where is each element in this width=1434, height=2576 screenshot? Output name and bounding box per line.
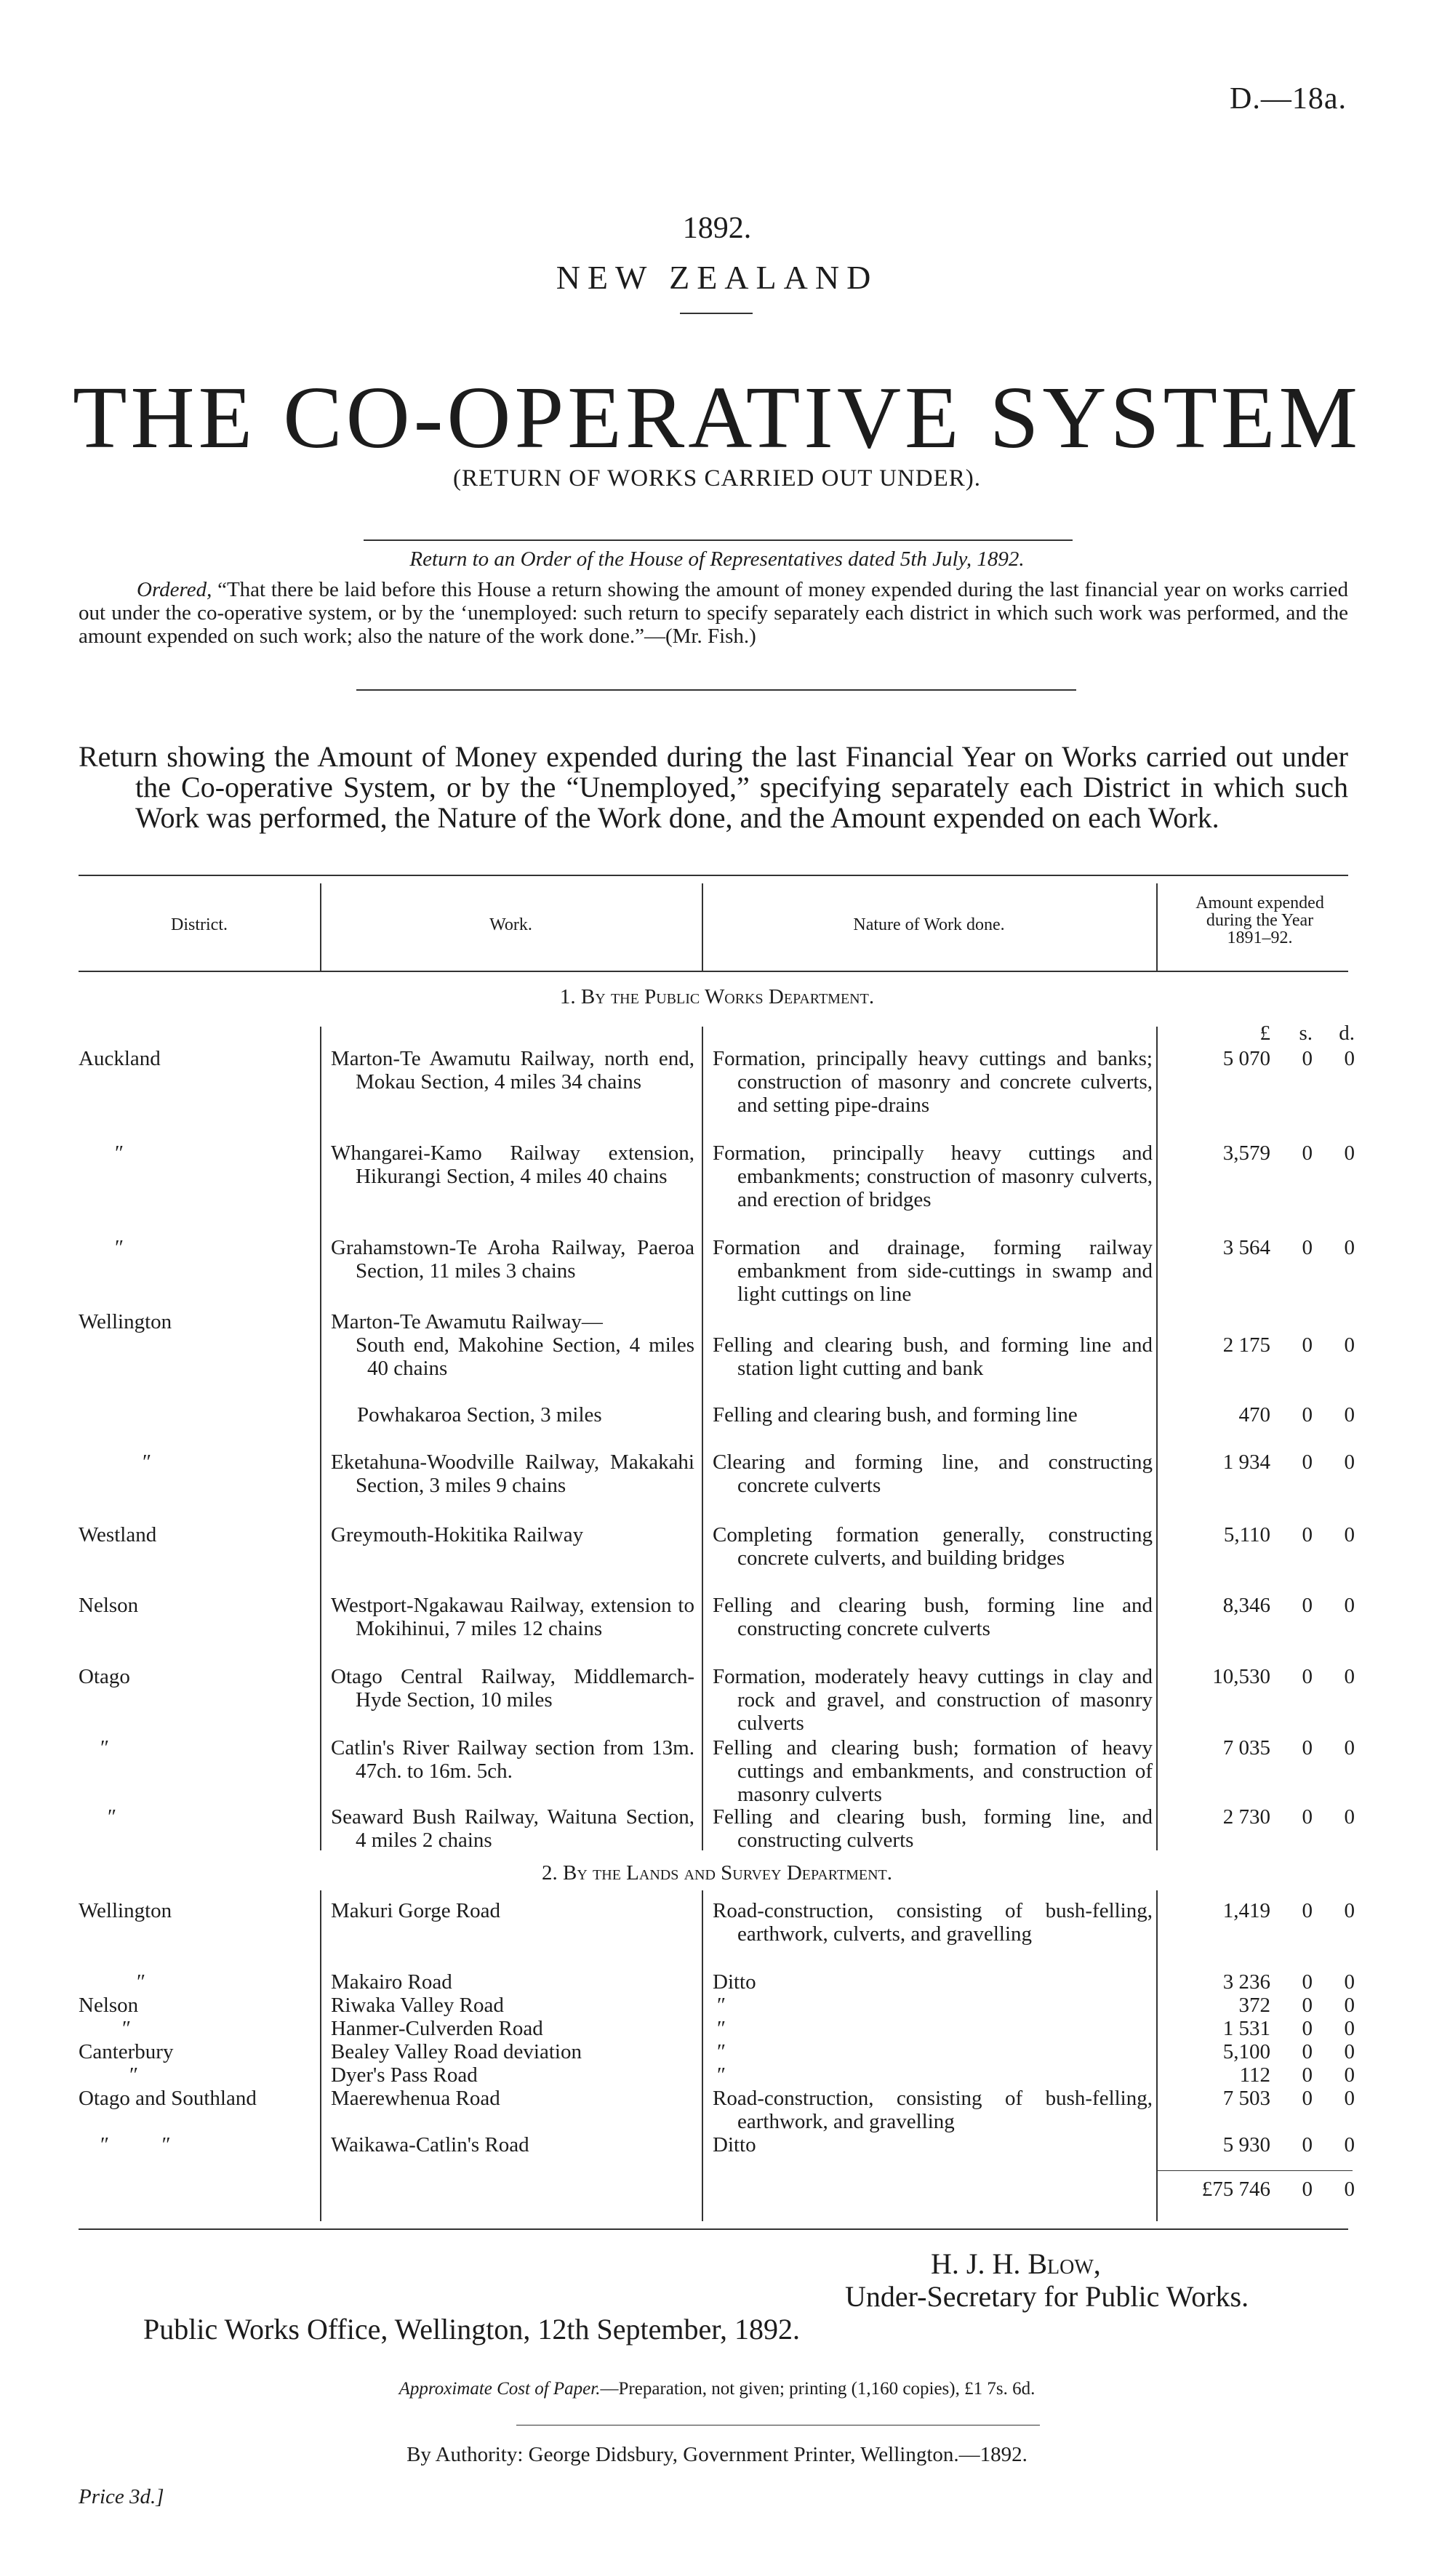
work-cell: Westport-Ngakawau Railway, extension to Mokihinui, 7 miles 12 chains [331, 1594, 694, 1640]
nature-cell: Felling and clearing bush, forming line, and constructing culverts [713, 1805, 1153, 1852]
unit-shillings: s. [1299, 1022, 1313, 1045]
amount-pounds: 1 531 [1222, 2017, 1270, 2040]
district-cell: ″ [108, 1805, 117, 1829]
return-description: Return showing the Amount of Money expended during the last Financial Year on Works carried out under the Co-operative System, or by the “Unemployed,” specifying separately each District in which such Work was performed, the Nature of the Work done, and the Amount expended on each Work. [79, 740, 1348, 834]
amount-pounds: 1,419 [1222, 1899, 1270, 1922]
nature-cell: ″ [717, 2063, 726, 2087]
amount-shillings: 0 [1302, 2133, 1313, 2156]
amount-shillings: 0 [1302, 1736, 1313, 1760]
nature-cell: ″ [717, 2040, 726, 2063]
work-cell: Marton-Te Awamutu Railway, north end, Mokau Section, 4 miles 34 chains [331, 1047, 694, 1094]
unit-pounds: £ [1259, 1022, 1270, 1045]
amount-shillings: 0 [1302, 1899, 1313, 1922]
amount-shillings: 0 [1302, 1403, 1313, 1427]
amount-pounds: 7 503 [1222, 2087, 1270, 2110]
unit-pence: d. [1339, 1022, 1355, 1045]
district-cell: ″ [122, 2017, 132, 2040]
district-cell: Auckland [79, 1047, 161, 1070]
paper-cost-label: Approximate Cost of Paper. [398, 2379, 601, 2399]
amount-shillings: 0 [1302, 2087, 1313, 2110]
nature-cell: Ditto [713, 2133, 756, 2156]
order-bottom-rule [356, 689, 1076, 691]
nature-cell: Completing formation generally, constructing concrete culverts, and building bridges [713, 1523, 1153, 1570]
work-cell: Seaward Bush Railway, Waituna Section, 4 miles 2 chains [331, 1805, 694, 1852]
nature-cell: Felling and clearing bush, forming line and constructing concrete culverts [713, 1594, 1153, 1640]
amount-pounds: 8,346 [1222, 1594, 1270, 1617]
nature-cell: Felling and clearing bush; formation of heavy cuttings and embankments, and construction of masonry culverts [713, 1736, 1153, 1806]
amount-shillings: 0 [1302, 2063, 1313, 2087]
amount-shillings: 0 [1302, 1450, 1313, 1474]
nature-cell: Road-construction, consisting of bush-felling, earthwork, culverts, and gravelling [713, 1899, 1153, 1946]
amount-pence: 0 [1344, 1594, 1355, 1617]
page-subtitle: (RETURN OF WORKS CARRIED OUT UNDER). [453, 465, 981, 491]
district-cell: ″ [143, 1450, 152, 1474]
column-header-work: Work. [489, 915, 532, 934]
work-cell: Bealey Valley Road deviation [331, 2040, 582, 2063]
col-divider-3b [1156, 1890, 1158, 2221]
amount-shillings: 0 [1302, 1594, 1313, 1617]
nature-cell: ″ [717, 2017, 726, 2040]
amount-shillings: 0 [1302, 1047, 1313, 1070]
work-cell: South end, Makohine Section, 4 miles 40 chains [356, 1333, 694, 1380]
amount-pence: 0 [1344, 2063, 1355, 2087]
district-cell: ″ [137, 1970, 146, 1994]
work-cell: Riwaka Valley Road [331, 1994, 504, 2017]
page-title: THE CO-OPERATIVE SYSTEM [73, 369, 1361, 467]
document-year: 1892. [682, 212, 752, 245]
paper-cost-note [0, 2379, 1434, 2399]
district-cell: ″ [115, 1141, 124, 1165]
paper-cost-text: —Preparation, not given; printing (1,160 copies), £1 7s. 6d. [600, 2379, 1036, 2399]
district-cell: Nelson [79, 1994, 139, 2017]
col-divider-2a [702, 1027, 703, 1850]
amount-pounds: 5 930 [1222, 2133, 1270, 2156]
table-header-rule [79, 971, 1348, 972]
amount-shillings: 0 [1302, 1523, 1313, 1546]
heading-divider [680, 313, 753, 314]
table-top-rule [79, 875, 1348, 876]
order-body: “That there be laid before this House a return showing the amount of money expended during the last financial year on works carried out under the co-operative system, or by the ‘unemployed: such return to specify separately each district in which such work was performed, and the amount expended on such work; also the nature of the work done.”—(Mr. Fish.) [79, 578, 1348, 648]
nature-cell: Formation, moderately heavy cuttings in clay and rock and gravel, and construction of masonry culverts [713, 1665, 1153, 1735]
amount-pounds: 3,579 [1222, 1141, 1270, 1165]
nature-cell: ″ [717, 1994, 726, 2017]
amount-pence: 0 [1344, 1970, 1355, 1994]
printer-authority: By Authority: George Didsbury, Government Printer, Wellington.—1892. [406, 2443, 1028, 2466]
amount-pounds: 3 564 [1222, 1236, 1270, 1259]
amount-pence: 0 [1344, 1899, 1355, 1922]
amount-pence: 0 [1344, 1236, 1355, 1259]
column-header-amount-1: Amount expended [1195, 894, 1324, 912]
order-top-rule [364, 539, 1073, 541]
ordered-label: Ordered, [137, 578, 212, 601]
amount-pence: 0 [1344, 1403, 1355, 1427]
nature-cell: Formation, principally heavy cuttings and banks; construction of masonry and concrete culverts, and setting pipe-drains [713, 1047, 1153, 1117]
nature-cell: Felling and clearing bush, and forming line [713, 1403, 1078, 1427]
nature-cell: Formation, principally heavy cuttings and embankments; construction of masonry culverts, and erection of bridges [713, 1141, 1153, 1211]
work-cell: Makuri Gorge Road [331, 1899, 501, 1922]
amount-pounds: 10,530 [1212, 1665, 1270, 1688]
work-cell: Otago Central Railway, Middlemarch-Hyde Section, 10 miles [331, 1665, 694, 1712]
amount-shillings: 0 [1302, 1141, 1313, 1165]
amount-pence: 0 [1344, 1450, 1355, 1474]
country-heading: NEW ZEALAND [556, 259, 878, 296]
amount-pence: 0 [1344, 1523, 1355, 1546]
column-header-amount-3: 1891–92. [1227, 928, 1293, 947]
district-cell: Otago [79, 1665, 130, 1688]
total-rule [1156, 2170, 1353, 2171]
amount-pounds: 5 070 [1222, 1047, 1270, 1070]
total-pence: 0 [1344, 2178, 1355, 2201]
amount-pence: 0 [1344, 1994, 1355, 2017]
work-cell: Dyer's Pass Road [331, 2063, 478, 2087]
work-cell: Grahamstown-Te Aroha Railway, Paeroa Section, 11 miles 3 chains [331, 1236, 694, 1283]
nature-cell: Road-construction, consisting of bush-felling, earthwork, and gravelling [713, 2087, 1153, 2133]
nature-cell: Formation and drainage, forming railway embankment from side-cuttings in swamp and light cuttings on line [713, 1236, 1153, 1306]
amount-pounds: 2 730 [1222, 1805, 1270, 1829]
total-shillings: 0 [1302, 2178, 1313, 2201]
price-note: Price 3d.] [79, 2485, 164, 2508]
work-cell: Marton-Te Awamutu Railway— [331, 1310, 603, 1333]
amount-shillings: 0 [1302, 1970, 1313, 1994]
amount-pounds: 1 934 [1222, 1450, 1270, 1474]
district-cell: ″ [100, 1736, 110, 1760]
amount-pence: 0 [1344, 2133, 1355, 2156]
signatory-title: Under-Secretary for Public Works. [845, 2280, 1249, 2313]
district-cell: Wellington [79, 1899, 172, 1922]
district-cell: Nelson [79, 1594, 139, 1617]
col-divider-1b [320, 1890, 321, 2221]
amount-pence: 0 [1344, 2017, 1355, 2040]
document-reference: D.—18a. [1230, 82, 1347, 116]
col-divider-3a [1156, 1027, 1158, 1850]
work-cell: Whangarei-Kamo Railway extension, Hikurangi Section, 4 miles 40 chains [331, 1141, 694, 1188]
amount-pounds: 7 035 [1222, 1736, 1270, 1760]
table-bottom-rule [79, 2228, 1348, 2230]
amount-shillings: 0 [1302, 2017, 1313, 2040]
amount-pounds: 5,110 [1223, 1523, 1270, 1546]
amount-pence: 0 [1344, 1665, 1355, 1688]
amount-pence: 0 [1344, 1333, 1355, 1357]
office-date-line: Public Works Office, Wellington, 12th September, 1892. [143, 2313, 800, 2346]
amount-pounds: 372 [1238, 1994, 1270, 2017]
section-heading-public-works: 1. By the Public Works Department. [559, 985, 875, 1008]
work-cell: Greymouth-Hokitika Railway [331, 1523, 584, 1546]
work-cell: Hanmer-Culverden Road [331, 2017, 543, 2040]
column-header-nature: Nature of Work done. [853, 915, 1005, 934]
total-pounds: £75 746 [1201, 2178, 1270, 2201]
district-cell: Wellington [79, 1310, 172, 1333]
amount-pence: 0 [1344, 2087, 1355, 2110]
column-header-amount-2: during the Year [1206, 911, 1314, 930]
amount-pounds: 5,100 [1222, 2040, 1270, 2063]
district-cell: ″ [129, 2063, 139, 2087]
district-cell: ″ ″ [100, 2133, 171, 2156]
signatory-name: H. J. H. Blow, [931, 2247, 1101, 2280]
work-cell: Powhakaroa Section, 3 miles [357, 1403, 602, 1427]
amount-pounds: 3 236 [1222, 1970, 1270, 1994]
amount-pence: 0 [1344, 1805, 1355, 1829]
amount-shillings: 0 [1302, 1665, 1313, 1688]
work-cell: Makairo Road [331, 1970, 452, 1994]
district-cell: Otago and Southland [79, 2087, 257, 2110]
col-divider-2b [702, 1890, 703, 2221]
work-cell: Catlin's River Railway section from 13m. 47ch. to 16m. 5ch. [331, 1736, 694, 1783]
nature-cell: Clearing and forming line, and constructing concrete culverts [713, 1450, 1153, 1497]
amount-pounds: 2 175 [1222, 1333, 1270, 1357]
nature-cell: Felling and clearing bush, and forming line and station light cutting and bank [713, 1333, 1153, 1380]
work-cell: Waikawa-Catlin's Road [331, 2133, 529, 2156]
amount-shillings: 0 [1302, 1236, 1313, 1259]
nature-cell: Ditto [713, 1970, 756, 1994]
amount-shillings: 0 [1302, 1994, 1313, 2017]
amount-pounds: 470 [1238, 1403, 1270, 1427]
amount-pence: 0 [1344, 1736, 1355, 1760]
order-text [79, 578, 1348, 648]
amount-pounds: 112 [1239, 2063, 1270, 2087]
amount-shillings: 0 [1302, 2040, 1313, 2063]
district-cell: Westland [79, 1523, 157, 1546]
order-reference: Return to an Order of the House of Representatives dated 5th July, 1892. [409, 547, 1025, 571]
amount-pence: 0 [1344, 1141, 1355, 1165]
district-cell: ″ [115, 1236, 124, 1259]
amount-pence: 0 [1344, 1047, 1355, 1070]
column-header-district: District. [171, 915, 228, 934]
amount-shillings: 0 [1302, 1805, 1313, 1829]
district-cell: Canterbury [79, 2040, 174, 2063]
amount-pence: 0 [1344, 2040, 1355, 2063]
work-cell: Eketahuna-Woodville Railway, Makakahi Section, 3 miles 9 chains [331, 1450, 694, 1497]
work-cell: Maerewhenua Road [331, 2087, 500, 2110]
amount-shillings: 0 [1302, 1333, 1313, 1357]
section-heading-lands-survey: 2. By the Lands and Survey Department. [542, 1861, 892, 1885]
